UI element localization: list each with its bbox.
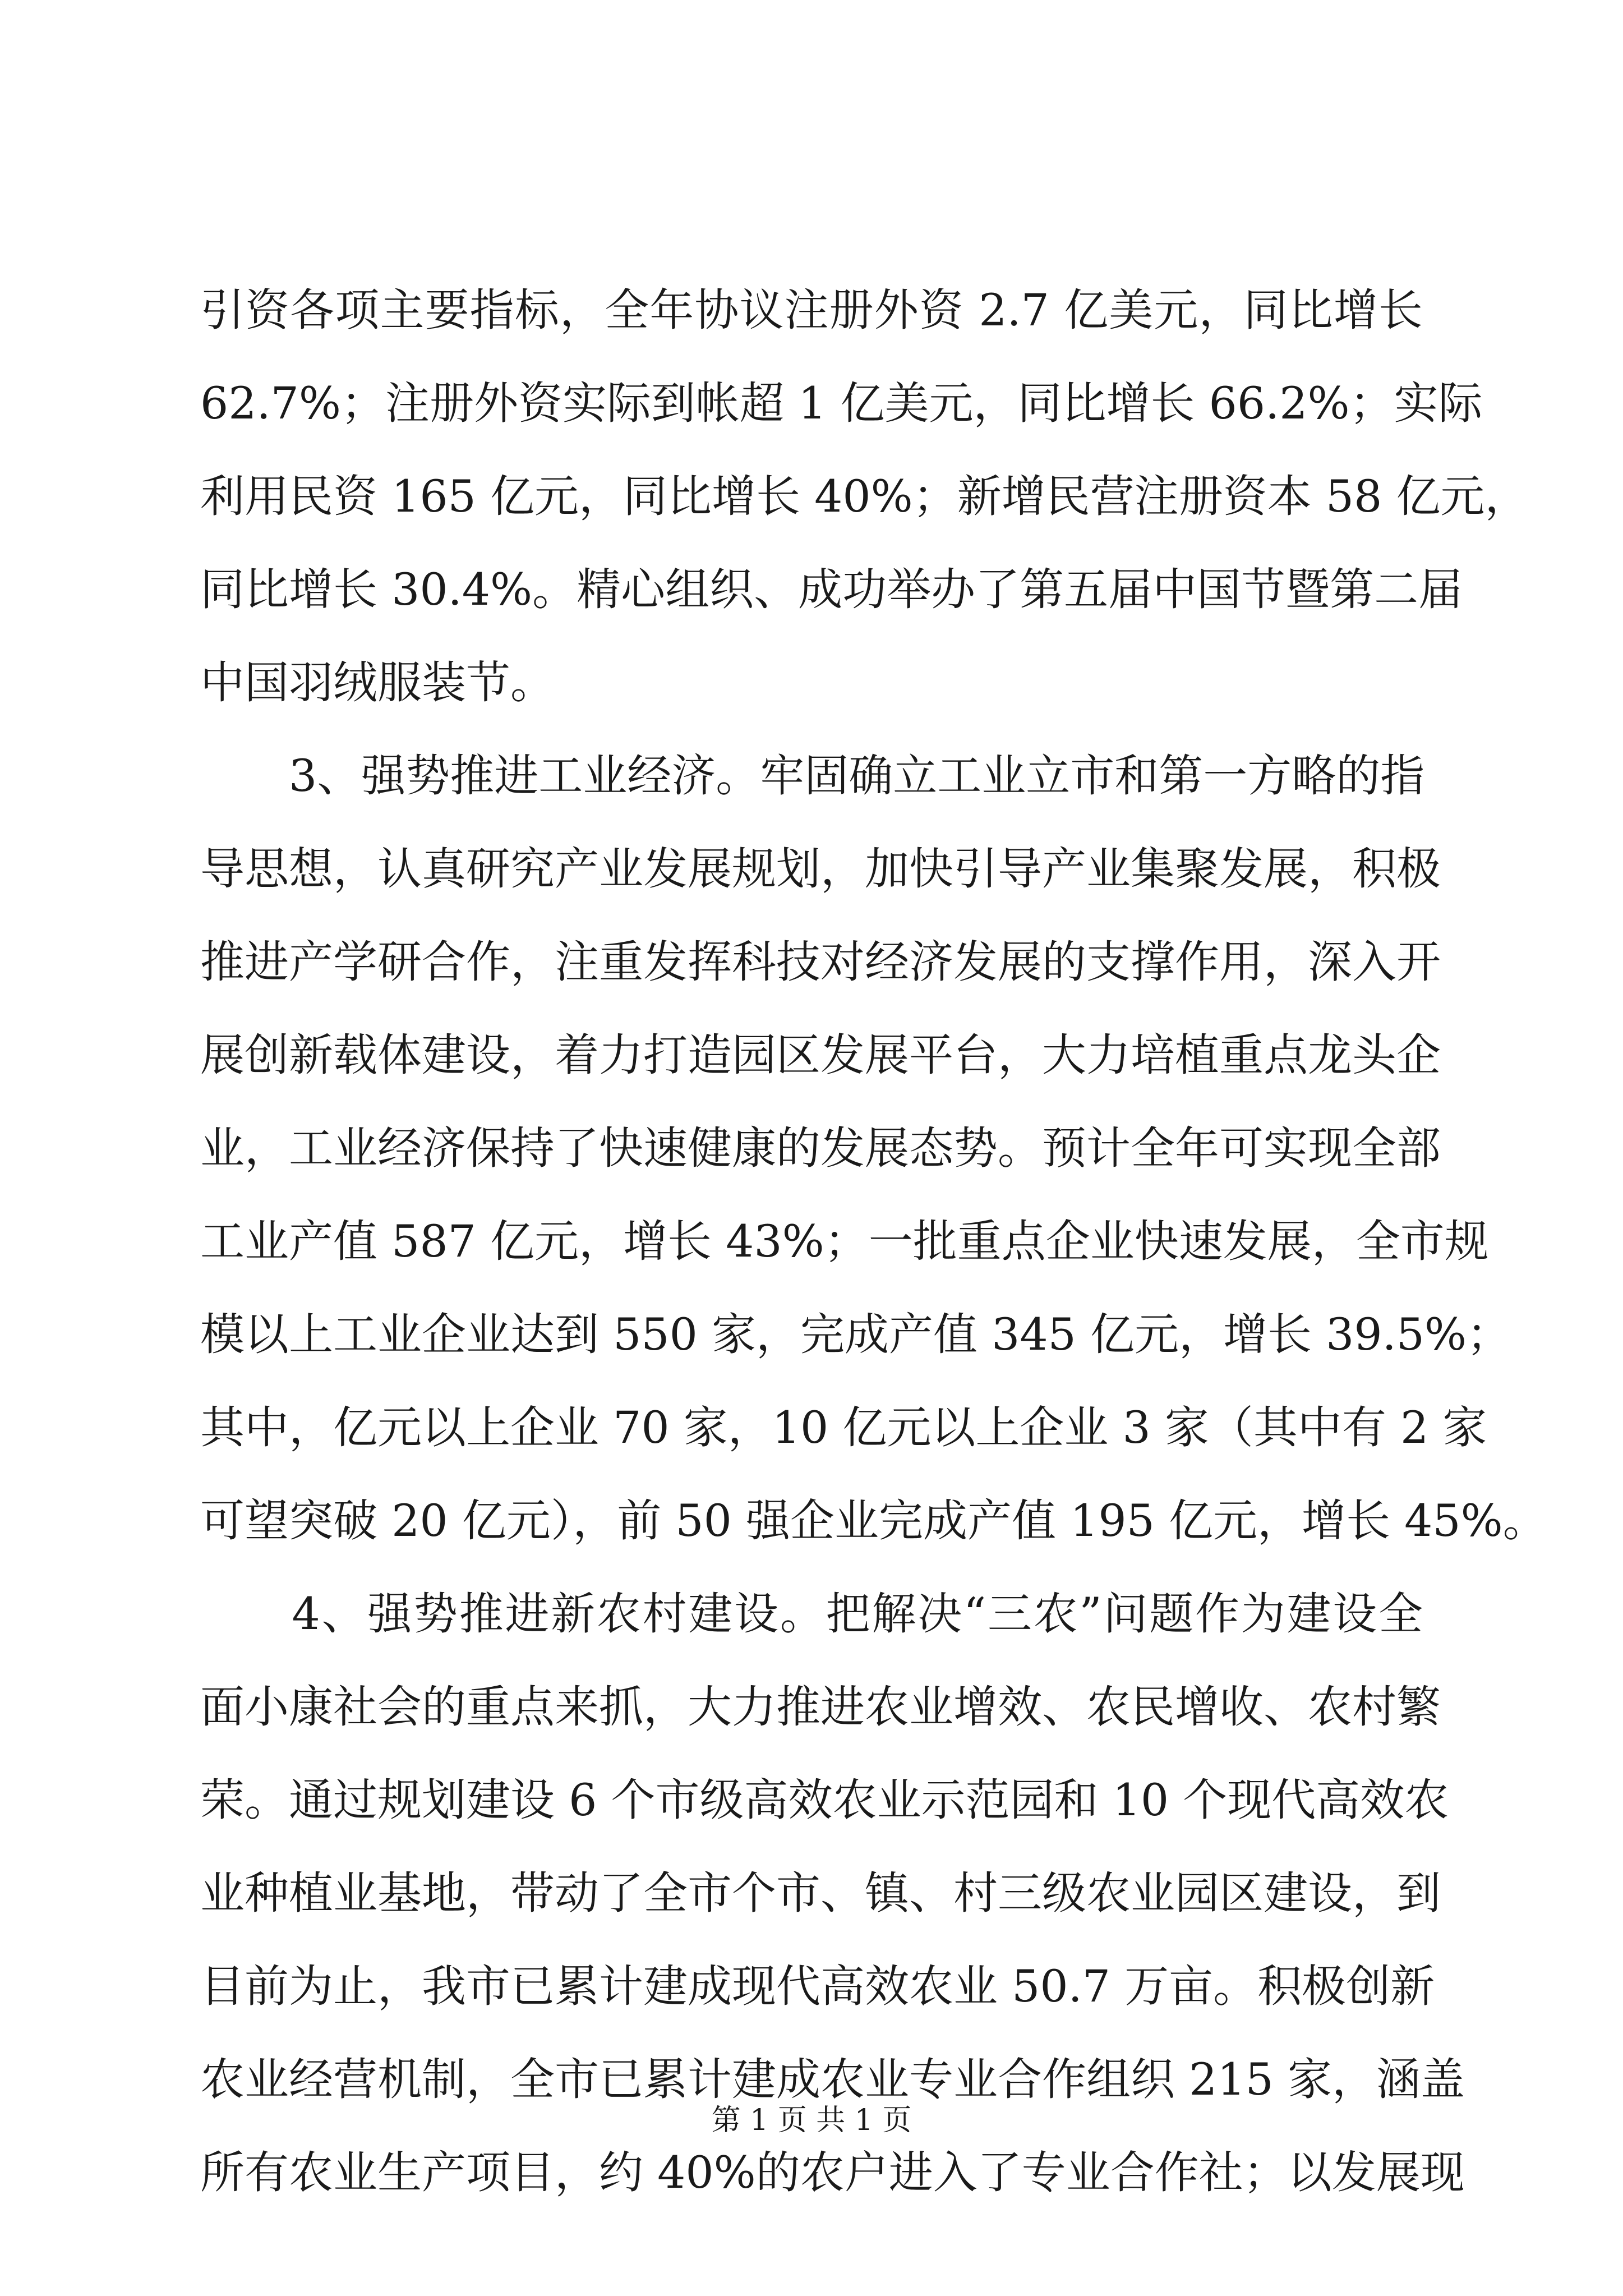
text-line: 所有农业生产项目，约 40%的农户进入了专业合作社；以发展现 [200,2147,1465,2198]
body-text [200,264,1547,2219]
text-line: 模以上工业企业达到 550 家，完成产值 345 亿元，增长 39.5%； [200,1309,1511,1360]
text-line: 利用民资 165 亿元，同比增长 40%；新增民营注册资本 58 亿元， [200,471,1529,522]
text-line: 62.7%；注册外资实际到帐超 1 亿美元，同比增长 66.2%；实际 [200,378,1483,429]
text-line: 3、强势推进工业经济。牢固确立工业立市和第一方略的指 [200,750,1425,802]
text-line: 业种植业基地，带动了全市个市、镇、村三级农业园区建设，到 [200,1867,1441,1919]
text-line: 中国羽绒服装节。 [200,657,555,708]
text-line: 推进产学研合作，注重发挥科技对经济发展的支撑作用，深入开 [200,936,1441,988]
text-line: 展创新载体建设，着力打造园区发展平台，大力培植重点龙头企 [200,1029,1441,1081]
text-line: 工业产值 587 亿元，增长 43%；一批重点企业快速发展，全市规 [200,1216,1489,1267]
text-line: 同比增长 30.4%。精心组织、成功举办了第五届中国节暨第二届 [200,564,1463,615]
text-line: 可望突破 20 亿元），前 50 强企业完成产值 195 亿元，增长 45%。 [200,1495,1547,1547]
text-line: 引资各项主要指标，全年协议注册外资 2.7 亿美元，同比增长 [200,284,1423,336]
text-line: 其中，亿元以上企业 70 家，10 亿元以上企业 3 家（其中有 2 家 [200,1402,1487,1453]
text-line: 4、强势推进新农村建设。把解决“三农”问题作为建设全 [200,1588,1423,1640]
text-line: 农业经营机制，全市已累计建成农业专业合作组织 215 家，涵盖 [200,2054,1465,2105]
text-line: 业，工业经济保持了快速健康的发展态势。预计全年可实现全部 [200,1122,1441,1174]
text-line: 目前为止，我市已累计建成现代高效农业 50.7 万亩。积极创新 [200,1961,1435,2012]
text-line: 面小康社会的重点来抓，大力推进农业增效、农民增收、农村繁 [200,1681,1441,1733]
text-line: 导思想，认真研究产业发展规划，加快引导产业集聚发展，积极 [200,843,1441,895]
page-footer [0,2101,1623,2140]
page-number: 第 1 页 共 1 页 [711,2104,912,2137]
text-line: 荣。通过规划建设 6 个市级高效农业示范园和 10 个现代高效农 [200,1774,1449,1826]
